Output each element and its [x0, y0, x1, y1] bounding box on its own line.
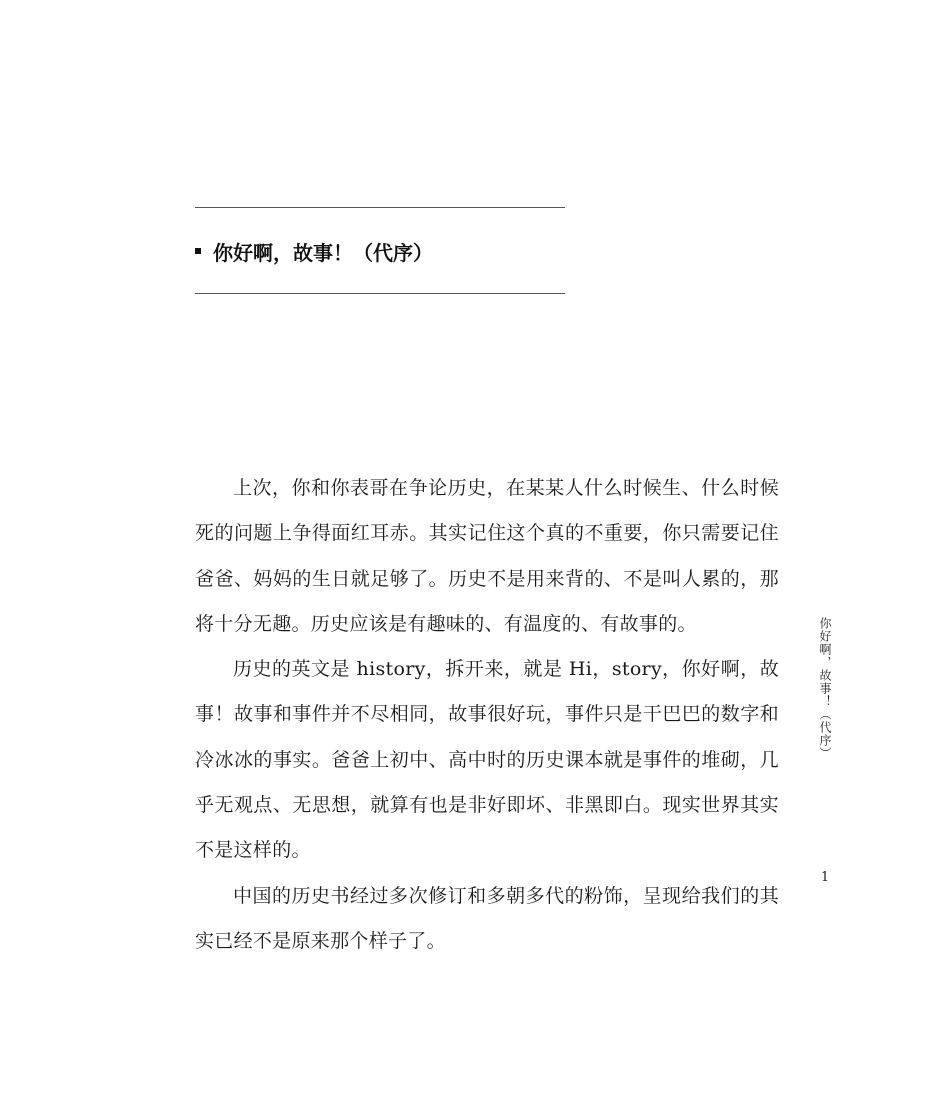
- chapter-heading: [195, 234, 433, 268]
- body-text: [195, 466, 779, 964]
- chapter-title: 你好啊，故事！（代序）: [213, 240, 433, 265]
- paragraph-2: 历史的英文是 history，拆开来，就是 Hi，story，你好啊，故事！故事和事件并不尽相同，故事很好玩，事件只是干巴巴的数字和冷冰冰的事实。爸爸上初中、高中时的历史课本就是事件的堆砌，几乎无观点、无思想，就算有也是非好即坏、非黑即白。现实世界其实不是这样的。: [195, 658, 779, 862]
- paragraph-3: 中国的历史书经过多次修订和多朝多代的粉饰，呈现给我们的其实已经不是原来那个样子了。: [195, 884, 779, 952]
- square-bullet-icon: [195, 248, 201, 254]
- running-header: 你好啊，故事！（代序）: [818, 617, 832, 760]
- heading-bottom-rule: [195, 293, 565, 294]
- paragraph-1: 上次，你和你表哥在争论历史，在某某人什么时候生、什么时候死的问题上争得面红耳赤。其实记住这个真的不重要，你只需要记住爸爸、妈妈的生日就足够了。历史不是用来背的、不是叫人累的，那将十分无趣。历史应该是有趣味的、有温度的、有故事的。: [195, 477, 779, 635]
- heading-top-rule: [195, 207, 565, 208]
- page-number: 1: [820, 870, 830, 885]
